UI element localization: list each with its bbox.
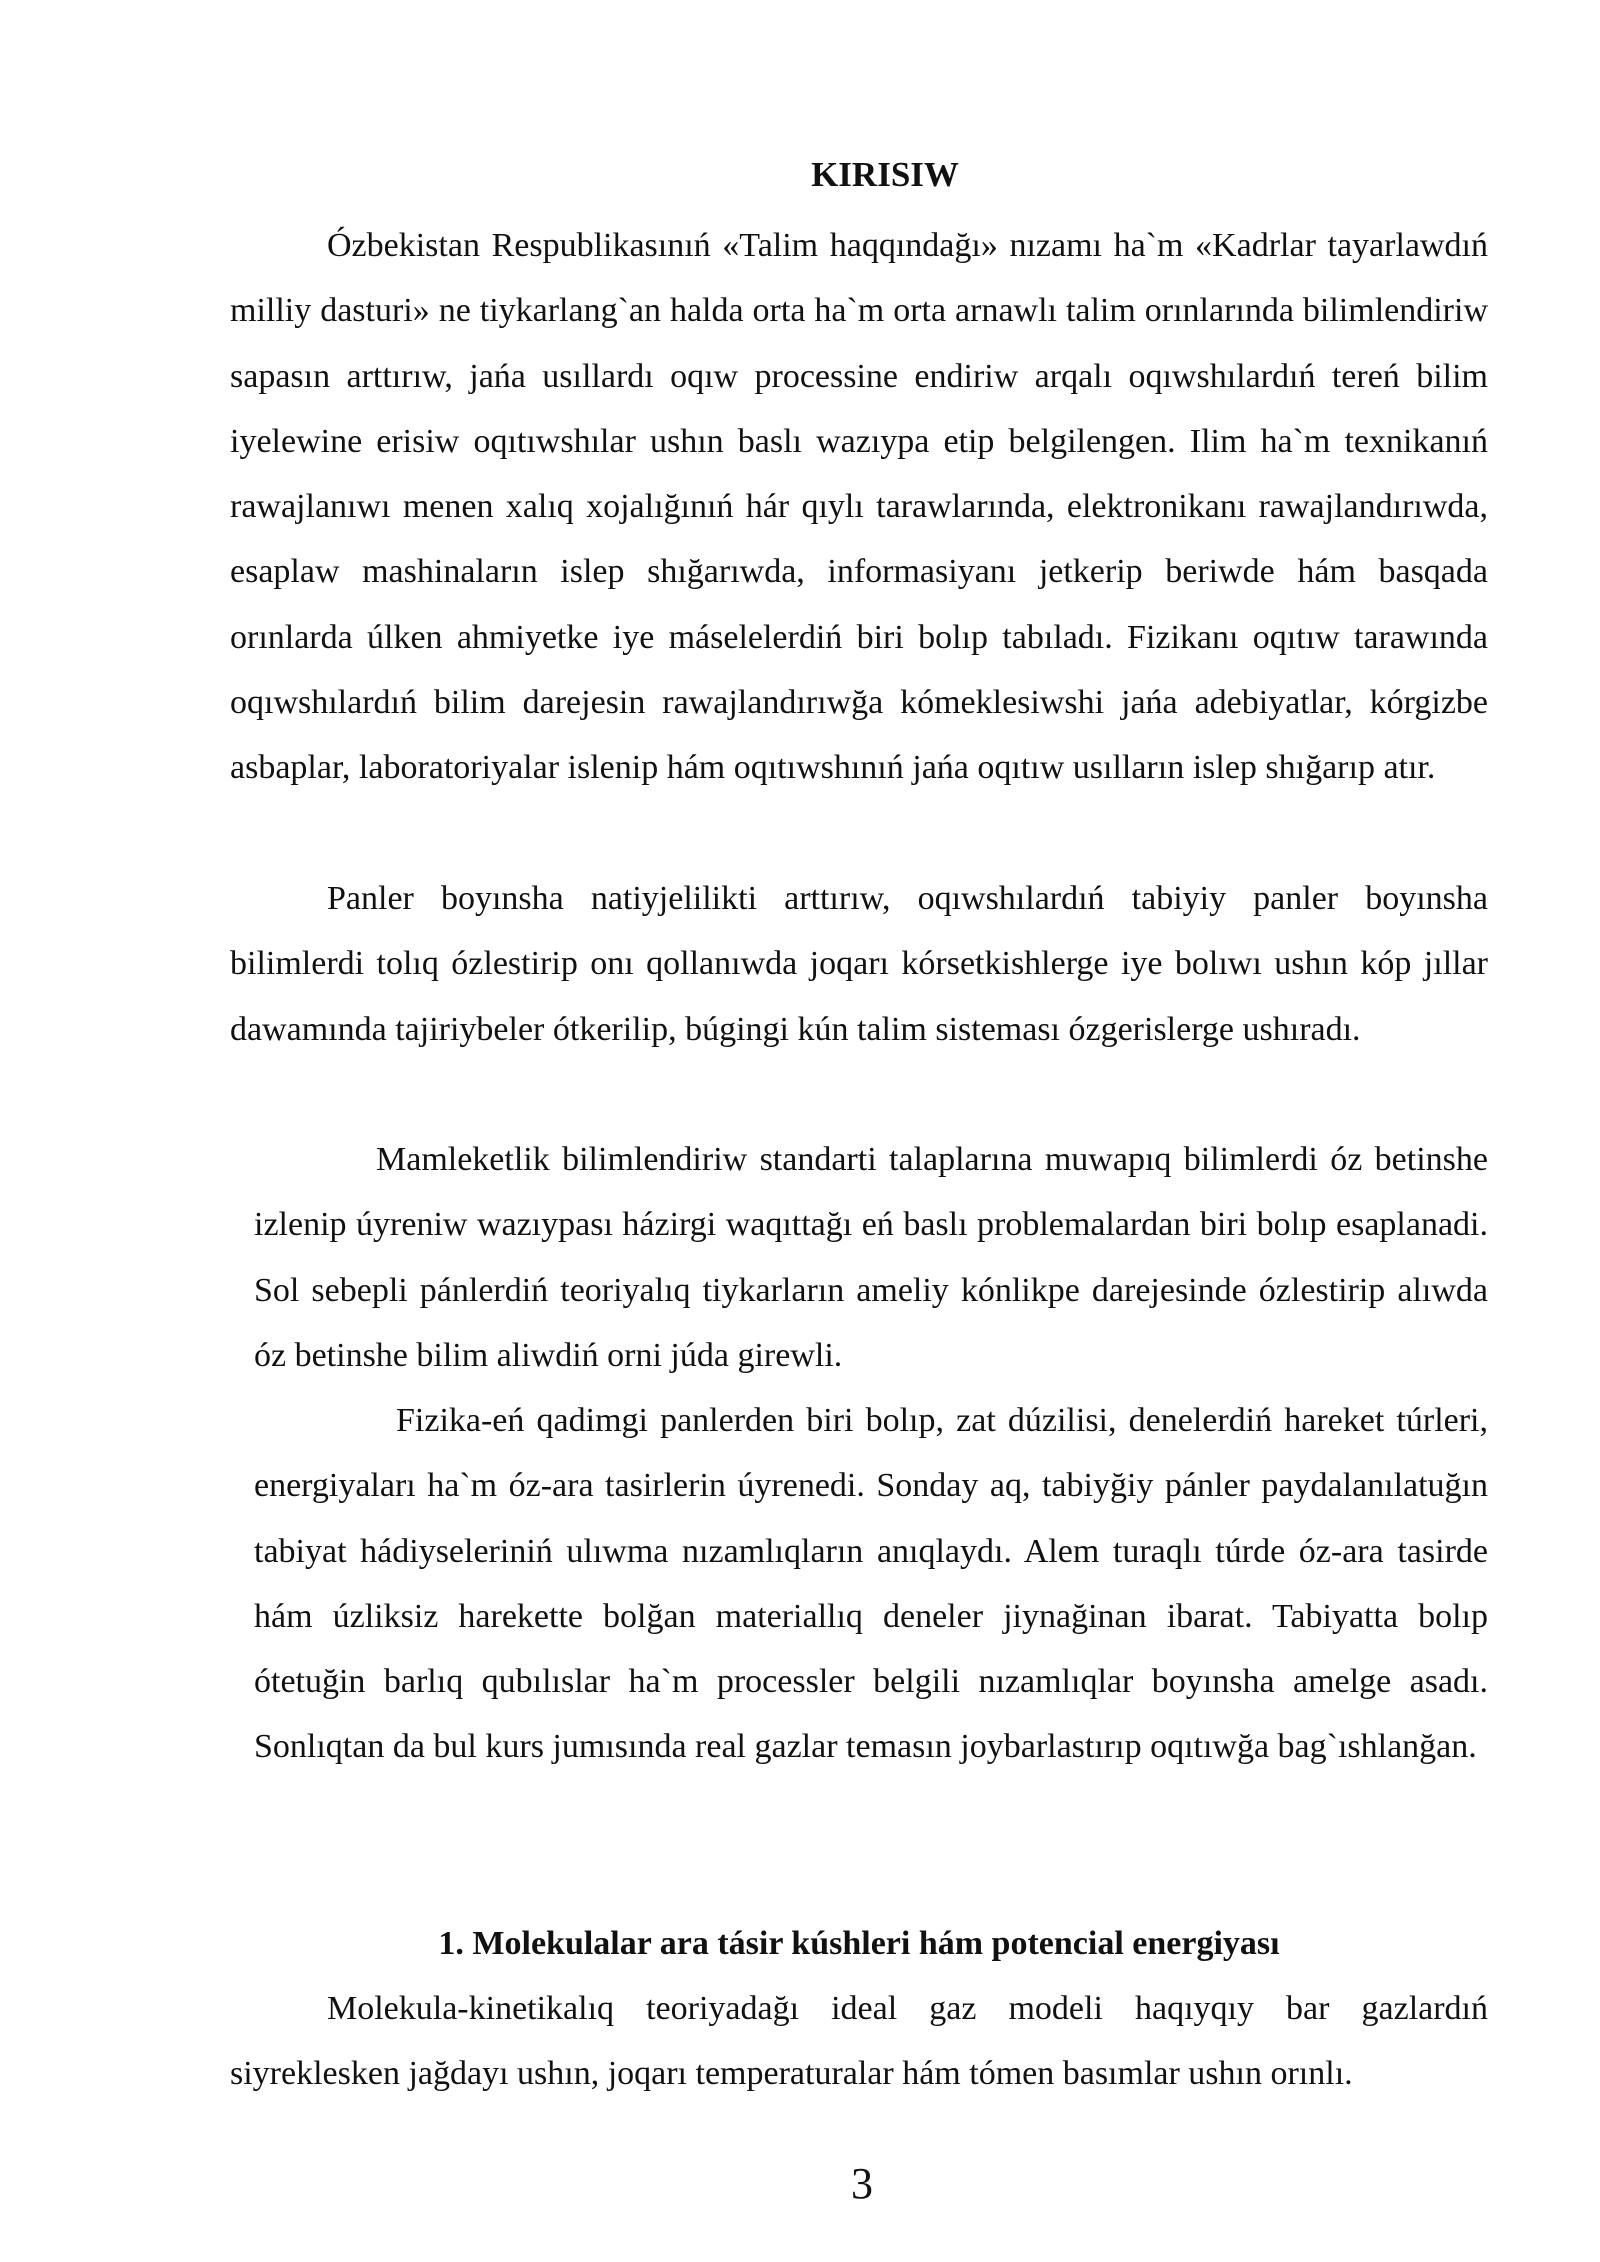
section-heading: 1. Molekulalar ara tásir kúshleri hám potencial energiyası <box>438 1925 1280 1962</box>
paragraph-physics: Fizika-eń qadimgi panlerden biri bolıp, zat dúzilisi, denelerdiń hareket túrleri, energiyaları ha`m óz-ara tasirlerin úyrenedi. Sonday aq, tabiyğiy pánler paydalanılatuğın tabiyat hádiyseleriniń ulıwma nızamlıqların anıqlaydı. Alem turaqlı túrde óz-ara tasirde hám úzliksiz harekette bolğan materiallıq deneler jiynağinan ibarat. Tabiyatta bolıp ótetuğin barlıq qubılıslar ha`m processler belgili nızamlıqlar boyınsha amelge asadı. Sonlıqtan da bul kurs jumısında real gazlar temasın joybarlastırıp oqıtıwğa bag`ıshlanğan. <box>254 1402 1488 1766</box>
paragraph-standards: Mamleketlik bilimlendiriw standarti talaplarına muwapıq bilimlerdi óz betinshe izlenip úyreniw wazıypası házirgi waqıttağı eń baslı problemalardan biri bolıp esaplanadi. Sol sebepli pánlerdiń teoriyalıq tiykarların ameliy kónlikpe darejesinde ózlestirip alıwda óz betinshe bilim aliwdiń orni júda girewli. <box>254 1141 1488 1374</box>
page-number: 3 <box>851 2159 873 2208</box>
paragraph-section: Molekula-kinetikalıq teoriyadağı ideal gaz modeli haqıyqıy bar gazlardıń siyreklesken jağdayı ushın, joqarı temperaturalar hám tómen basımlar ushın orınlı. <box>230 1990 1488 2093</box>
paragraph-intro: Ózbekistan Respublikasınıń «Talim haqqındağı» nızamı ha`m «Kadrlar tayarlawdıń milliy dasturi» ne tiykarlang`an halda orta ha`m orta arnawlı talim orınlarında bilimlendiriw sapasın arttırıw, jańa usıllardı oqıw processine endiriw arqalı oqıwshılardıń tereń bilim iyelewine erisiw oqıtıwshılar ushın baslı wazıypa etip belgilengen. Ilim ha`m texnikanıń rawajlanıwı menen xalıq xojalığınıń hár qıylı tarawlarında, elektronikanı rawajlandırıwda, esaplaw mashinaların islep shığarıwda, informasiyanı jetkerip beriwde hám basqada orınlarda úlken ahmiyetke iye máselelerdiń biri bolıp tabıladı. Fizikanı oqıtıw tarawında oqıwshılardıń bilim darejesin rawajlandırıwğa kómeklesiwshi jańa adebiyatlar, kórgizbe asbaplar, laboratoriyalar islenip hám oqıtıwshınıń jańa oqıtıw usılların islep shığarıp atır. <box>230 227 1488 787</box>
page-title: KIRISIW <box>811 155 959 194</box>
paragraph-subjects: Panler boyınsha natiyjelilikti arttırıw, oqıwshılardıń tabiyiy panler boyınsha bilimlerdi tolıq ózlestirip onı qollanıwda joqarı kórsetkishlerge iye bolıwı ushın kóp jıllar dawamında tajiriybeler ótkerilip, búgingi kún talim sisteması ózgerislerge ushıradı. <box>230 880 1488 1048</box>
